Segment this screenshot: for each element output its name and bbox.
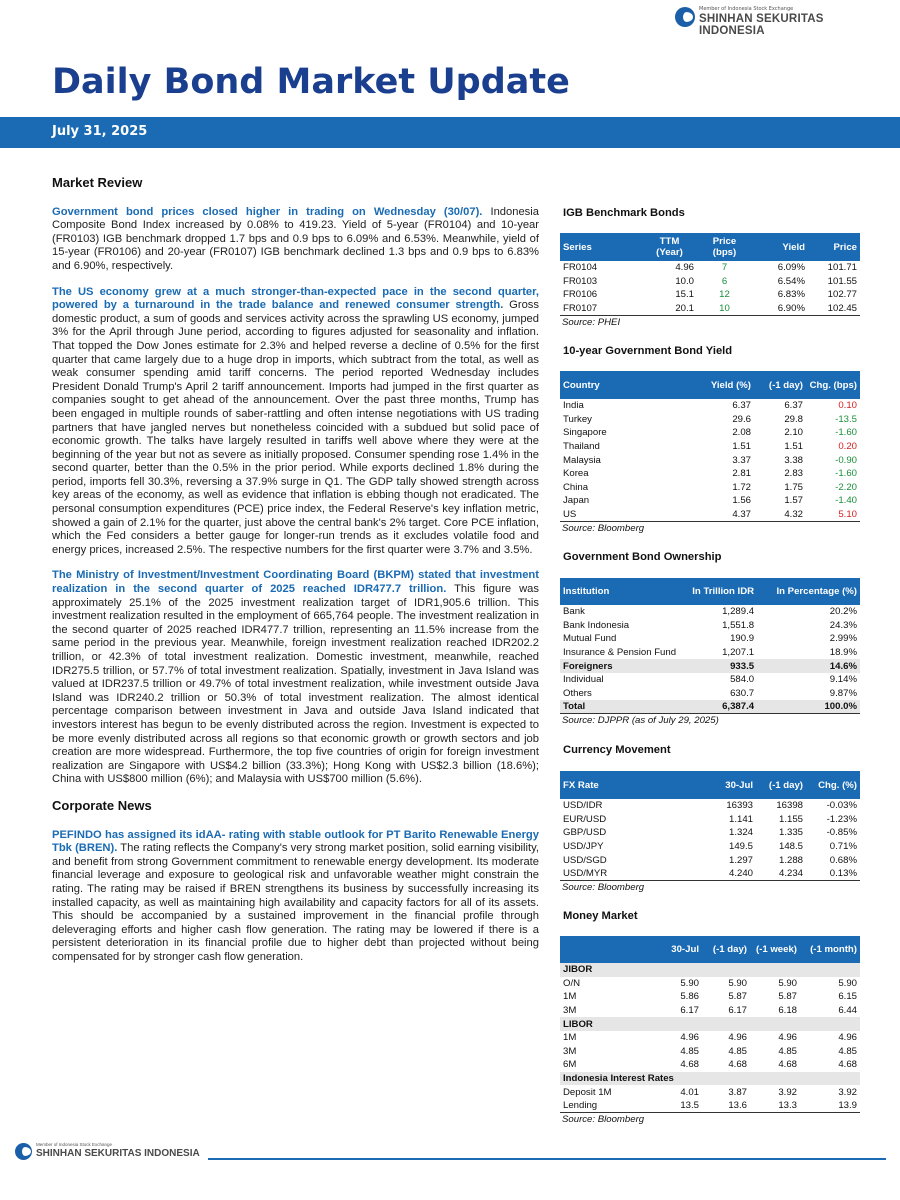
corporate-news-heading: Corporate News <box>52 797 152 813</box>
table-row <box>560 813 860 827</box>
yield10-header-country: Country <box>560 371 690 399</box>
money-table <box>560 936 860 1113</box>
table-cell: 4.85 <box>728 1045 747 1057</box>
table-cell: 5.87 <box>778 991 797 1003</box>
table-cell: 16393 <box>726 800 753 812</box>
market-review-paragraph: The Ministry of Investment/Investment Coordinating Board (BKPM) stated that investment realization in the second quarter of 2025 reached IDR477.7 trillion. This figure was approximately 25.1% of the 2025 investment realization target of IDR1,905.6 trillion. This investment realization resulted in the employment of 665,764 people. The investment realization in the second quarter of 2025 reached IDR477.7 trillion, representing an 11.5% increase from the same period in the previous year. Meanwhile, foreign investment realization reached IDR202.2 trillion, or 42.3% of total investment realization. Domestic investment, meanwhile, reached IDR275.5 trillion, or 57.7% of total investment realization. Spatially, investment in Java Island was valued at IDR237.5 trillion or 49.7% of total investment realization, while investment outside Java Island was IDR240.2 trillion or 50.3% of total investment realization. The almost identical percentage comparison between investment in Java and outside Java Island indicated that investors interest has begun to be evenly distributed across the region. Investment is expected to be more evenly distributed across all regions so that economic growth or growth sectors and job creation are more widespread. Furthermore, the top five countries of origin for foreign investment realization are Singapore with US$4.2 billion (33.3%); Hong Kong with US$2.3 billion (18.6%); China with US$800 million (6%); and Malaysia with US$700 million (5.6%). <box>52 569 540 786</box>
brand-tagline: Member of Indonesia Stock Exchange <box>699 6 794 12</box>
table-cell: Turkey <box>563 413 592 425</box>
currency-source: Source: Bloomberg <box>562 882 645 894</box>
table-cell: USD/SGD <box>563 854 607 866</box>
igb-header-price-bps: Price (bps) <box>697 233 752 261</box>
table-cell: 4.85 <box>680 1045 699 1057</box>
table-cell: 2.81 <box>732 468 751 480</box>
footer-brand-tagline: Member of Indonesia Stock Exchange <box>36 1142 113 1147</box>
table-cell: Singapore <box>563 427 607 439</box>
footer-brand-name: SHINHAN SEKURITAS INDONESIA <box>36 1148 200 1159</box>
table-row <box>560 963 860 977</box>
table-cell: 5.10 <box>806 508 860 522</box>
currency-header-chg: Chg. (%) <box>806 771 860 799</box>
table-cell: 2.99% <box>829 633 857 645</box>
igb-title: IGB Benchmark Bonds <box>563 207 685 219</box>
table-cell: 1M <box>563 1032 577 1044</box>
table-cell: 933.5 <box>679 659 757 673</box>
table-cell: 6.37 <box>784 400 803 412</box>
table-cell: 6.17 <box>680 1005 699 1017</box>
table-row <box>560 853 860 867</box>
table-cell: 5.90 <box>778 977 797 989</box>
igb-header-yield: Yield <box>752 233 808 261</box>
table-cell: 6,387.4 <box>679 700 757 714</box>
table-cell: EUR/USD <box>563 813 607 825</box>
money-header-day: (-1 day) <box>702 936 750 963</box>
table-cell: 6.37 <box>732 400 751 412</box>
table-row <box>560 1045 860 1059</box>
table-row <box>560 426 860 440</box>
table-cell: 1.75 <box>784 481 803 493</box>
table-cell: 0.68% <box>829 854 857 866</box>
igb-header-price: Price <box>808 233 860 261</box>
table-cell: 29.8 <box>784 413 803 425</box>
table-cell: 2.83 <box>784 468 803 480</box>
ownership-table <box>560 578 860 714</box>
igb-table <box>560 233 860 316</box>
table-cell: 24.3% <box>829 619 857 631</box>
table-row <box>560 990 860 1004</box>
table-row <box>560 673 860 687</box>
table-row <box>560 646 860 660</box>
table-cell: 4.68 <box>680 1059 699 1071</box>
table-row <box>560 1004 860 1018</box>
table-cell: -1.23% <box>826 813 857 825</box>
table-cell: -2.20 <box>835 481 857 493</box>
table-cell: Insurance & Pension Fund <box>563 647 677 659</box>
left-column <box>52 176 539 976</box>
table-cell: 5.90 <box>728 977 747 989</box>
table-cell: 1.288 <box>778 854 803 866</box>
igb-table-block <box>560 233 860 328</box>
table-row <box>560 1031 860 1045</box>
table-row <box>560 1085 860 1099</box>
table-row: FR0106 15.1 12 6.83% 102.77 <box>563 289 857 301</box>
yield10-header-yield: Yield (%) <box>690 371 754 399</box>
table-cell: 1M <box>563 991 577 1003</box>
footer-divider <box>208 1158 886 1160</box>
table-row <box>560 799 860 813</box>
yield10-table <box>560 371 860 522</box>
currency-header-date: 30-Jul <box>690 771 756 799</box>
table-cell: -1.40 <box>835 495 857 507</box>
table-row <box>560 413 860 427</box>
table-cell: Indonesia Interest Rates <box>560 1072 860 1086</box>
table-cell: 149.5 <box>728 841 753 853</box>
table-cell: China <box>563 481 589 493</box>
money-header-week: (-1 week) <box>750 936 800 963</box>
table-cell: Malaysia <box>563 454 601 466</box>
table-cell: 100.0% <box>757 700 860 714</box>
table-cell: JIBOR <box>560 963 860 977</box>
table-cell: 4.37 <box>690 508 754 522</box>
table-cell: 1.155 <box>778 813 803 825</box>
table-cell: 4.85 <box>778 1045 797 1057</box>
table-cell: 1,207.1 <box>722 647 755 659</box>
table-cell: 0.20 <box>838 441 857 453</box>
table-cell: 18.9% <box>829 647 857 659</box>
yield10-title: 10-year Government Bond Yield <box>563 345 733 357</box>
table-cell: 5.90 <box>838 977 857 989</box>
table-cell: 0.71% <box>829 841 857 853</box>
table-cell: 29.6 <box>732 413 751 425</box>
table-cell: USD/MYR <box>560 867 690 881</box>
table-cell: 4.234 <box>756 867 806 881</box>
ownership-header-institution: Institution <box>560 578 679 605</box>
table-cell: 1.56 <box>732 495 751 507</box>
table-cell: 1,289.4 <box>722 606 755 618</box>
table-cell: Foreigners <box>560 659 679 673</box>
corporate-news-paragraph: PEFINDO has assigned its idAA- rating with stable outlook for PT Barito Renewable Energy Tbk (BREN). The rating reflects the Company's very strong market position, solid earning visibility, and benefit from strong Government commitment to renewable energy development. Its moderate financial leverage and exposure to geological risk and unfavorable weather might constrain the rating. The rating may be raised if BREN strengthens its business by successfully increasing its installed capacity, as well as maintaining high availability and capacity factors for all of its assets. This should be accompanied by a sustained improvement in the financial profile through deleveraging efforts and higher cash flow generation. The rating may be lowered if there is a persistent deterioration in its financial profile due to higher debt than projected without being compensated for by stronger cash flow generation. <box>52 828 539 963</box>
igb-header-series: Series <box>560 233 642 261</box>
table-cell: 9.14% <box>829 674 857 686</box>
table-cell: USD/JPY <box>563 841 604 853</box>
table-row <box>560 605 860 619</box>
yield10-header-chg: Chg. (bps) <box>806 371 860 399</box>
table-cell: 1.57 <box>784 495 803 507</box>
table-cell: -13.5 <box>835 413 857 425</box>
table-cell: 3M <box>563 1005 577 1017</box>
table-cell: 1.51 <box>732 441 751 453</box>
table-row <box>560 508 860 522</box>
table-cell: US <box>560 508 690 522</box>
table-cell: -0.85% <box>826 827 857 839</box>
market-review-paragraph: Government bond prices closed higher in trading on Wednesday (30/07). Indonesia Composite Bond Index increased by 0.08% to 419.23. Yield of 5-year (FR0104) and 10-year (FR0103) IGB benchmark dropped 1.7 bps and 0.9 bps to 6.09% and 6.53%. Meanwhile, yield of 15-year (FR0106) and 20-year (FR0107) IGB benchmark declined 1.3 bps and 0.9 bps to 6.83% and 6.90%, respectively. <box>52 205 539 272</box>
table-row <box>560 700 860 714</box>
table-row <box>560 659 860 673</box>
table-cell: -0.03% <box>826 800 857 812</box>
table-cell: 3.37 <box>732 454 751 466</box>
table-cell: 1.51 <box>784 441 803 453</box>
table-cell: 0.10 <box>838 400 857 412</box>
table-row <box>560 826 860 840</box>
ownership-title: Government Bond Ownership <box>563 551 722 563</box>
table-cell: 3.92 <box>778 1086 797 1098</box>
table-cell: Japan <box>563 495 590 507</box>
brand-name: SHINHAN SEKURITAS INDONESIA <box>699 13 824 37</box>
table-cell: -0.90 <box>835 454 857 466</box>
table-cell: 4.68 <box>728 1059 747 1071</box>
table-cell: 16398 <box>776 800 803 812</box>
currency-table <box>560 771 860 881</box>
table-cell: 148.5 <box>778 841 803 853</box>
table-cell: 13.6 <box>702 1099 750 1113</box>
table-cell: 4.68 <box>778 1059 797 1071</box>
table-row <box>560 1072 860 1086</box>
yield10-table-block <box>560 371 860 534</box>
table-cell: 6.44 <box>838 1005 857 1017</box>
table-cell: 2.10 <box>784 427 803 439</box>
table-cell: 5.87 <box>728 991 747 1003</box>
market-review-heading: Market Review <box>52 175 143 190</box>
table-row <box>560 687 860 701</box>
table-cell: 4.96 <box>680 1032 699 1044</box>
table-row <box>560 977 860 991</box>
table-cell: O/N <box>563 977 581 989</box>
ownership-header-percentage: In Percentage (%) <box>757 578 860 605</box>
table-cell: 1.335 <box>778 827 803 839</box>
table-cell: Total <box>560 700 679 714</box>
table-cell: 3.38 <box>784 454 803 466</box>
table-cell: Mutual Fund <box>563 633 617 645</box>
table-cell: 1.297 <box>728 854 753 866</box>
table-cell: Korea <box>563 468 589 480</box>
table-cell: 6.17 <box>728 1005 747 1017</box>
table-cell: 1.324 <box>728 827 753 839</box>
table-cell: USD/IDR <box>563 800 603 812</box>
table-cell: 1.141 <box>728 813 753 825</box>
table-cell: -1.60 <box>835 468 857 480</box>
ownership-header-trillion: In Trillion IDR <box>679 578 757 605</box>
table-cell: 6M <box>563 1059 577 1071</box>
table-cell: 4.85 <box>838 1045 857 1057</box>
money-table-block <box>560 936 860 1125</box>
shinhan-logo-icon <box>15 1143 32 1160</box>
table-cell: 3.92 <box>838 1086 857 1098</box>
table-cell: 6.18 <box>778 1005 797 1017</box>
currency-header-prev: (-1 day) <box>756 771 806 799</box>
table-cell: 4.240 <box>690 867 756 881</box>
table-cell: Others <box>563 687 592 699</box>
table-cell: 630.7 <box>730 687 755 699</box>
table-cell: 4.01 <box>680 1086 699 1098</box>
table-cell: Bank Indonesia <box>563 619 630 631</box>
table-cell: 14.6% <box>757 659 860 673</box>
yield10-source: Source: Bloomberg <box>562 522 645 534</box>
footer-logo <box>15 1142 215 1162</box>
table-row: FR0103 10.0 6 6.54% 101.55 <box>563 275 857 287</box>
money-header-date: 30-Jul <box>652 936 702 963</box>
table-cell: 13.3 <box>750 1099 800 1113</box>
table-row <box>560 494 860 508</box>
table-cell: 0.13% <box>806 867 860 881</box>
ownership-table-block <box>560 578 860 726</box>
table-row <box>560 440 860 454</box>
table-cell: 13.5 <box>652 1099 702 1113</box>
table-cell: India <box>563 400 584 412</box>
table-row <box>560 399 860 413</box>
table-cell: 4.96 <box>728 1032 747 1044</box>
currency-title: Currency Movement <box>563 744 671 756</box>
table-cell: 2.08 <box>732 427 751 439</box>
report-title: Daily Bond Market Update <box>52 62 570 102</box>
table-cell: 5.86 <box>680 991 699 1003</box>
table-row <box>560 632 860 646</box>
table-row <box>560 1099 860 1113</box>
money-source: Source: Bloomberg <box>562 1114 645 1126</box>
money-header-blank <box>560 936 652 963</box>
table-row <box>560 867 860 881</box>
table-cell: 1,551.8 <box>722 619 755 631</box>
table-cell: 3.87 <box>728 1086 747 1098</box>
money-header-month: (-1 month) <box>800 936 860 963</box>
table-cell: 4.32 <box>754 508 806 522</box>
market-review-paragraph: The US economy grew at a much stronger-than-expected pace in the second quarter, powered by a turnaround in the trade balance and renewed consumer strength. Gross domestic product, a sum of goods and services activity across the sprawling US economy, jumped 3% for the April through June period, according to figures adjusted for seasonality and inflation. That topped the Dow Jones estimate for 2.3% and helped reverse a decline of 0.5% for the first quarter that came largely due to a huge drop in imports, which subtract from the total, as well as weak consumer spending amid tariff concerns. The period reported Wednesday includes President Donald Trump's April 2 tariff announcement. Imports had jumped in the first quarter as companies sought to get ahead of the announcement. Over the past three months, Trump has been engaged in multiple rounds of saber-rattling and often intense negotiations with US trading partners that have jangled nerves but nonetheless coincided with a subdued but solid pace of economic growth. The talks have largely resulted in tariffs well above where they were at the beginning of the year but not as severe as initially proposed. Consumer spending rose 1.4% in the second quarter, better than the 0.5% in the prior period. While exports declined 1.8% during the period, imports fell 30.3%, reversing a 37.9% surge in Q1. The GDP tally showed strength across key areas of the economy, as well as evidence that inflation is ebbing though not eradicated. The personal consumption expenditures (PCE) price index, the Federal Reserve's key inflation metric, showed a gain of 2.1% for the quarter, just above the central bank's 2% target. Core PCE inflation, which the Fed considers a better gauge for longer-run trends as it excludes volatile food and energy prices, increased 2.5%. The respective numbers for the first quarter were 3.7% and 3.5%. <box>52 285 539 556</box>
ownership-source: Source: DJPPR (as of July 29, 2025) <box>562 715 719 727</box>
shinhan-logo-icon <box>675 7 695 27</box>
table-cell: 5.90 <box>680 977 699 989</box>
table-cell: 584.0 <box>730 674 755 686</box>
table-cell: 3M <box>563 1045 577 1057</box>
table-cell: 9.87% <box>829 687 857 699</box>
money-title: Money Market <box>563 910 638 922</box>
table-row <box>560 481 860 495</box>
table-cell: 6.15 <box>838 991 857 1003</box>
table-cell: Deposit 1M <box>563 1086 612 1098</box>
report-date: July 31, 2025 <box>52 124 148 139</box>
table-cell: LIBOR <box>560 1017 860 1031</box>
table-row <box>560 467 860 481</box>
table-cell: 4.96 <box>778 1032 797 1044</box>
table-row <box>560 840 860 854</box>
date-band <box>0 117 900 148</box>
table-cell: 4.68 <box>838 1059 857 1071</box>
table-cell: GBP/USD <box>563 827 607 839</box>
currency-header-fx: FX Rate <box>560 771 690 799</box>
table-cell: -1.60 <box>835 427 857 439</box>
currency-table-block <box>560 771 860 893</box>
table-row <box>560 1058 860 1072</box>
table-row <box>560 619 860 633</box>
brand-logo <box>675 5 890 37</box>
header <box>0 0 900 118</box>
table-row: FR0104 4.96 7 6.09% 101.71 <box>563 262 857 274</box>
table-cell: 1.72 <box>732 481 751 493</box>
table-cell: Lending <box>560 1099 652 1113</box>
yield10-header-prev: (-1 day) <box>754 371 806 399</box>
table-cell: 4.96 <box>838 1032 857 1044</box>
table-cell: 190.9 <box>730 633 755 645</box>
table-row: FR0107 20.1 10 6.90% 102.45 <box>560 302 860 316</box>
igb-header-ttm: TTM (Year) <box>642 233 697 261</box>
table-row <box>560 1017 860 1031</box>
igb-source: Source: PHEI <box>562 316 621 328</box>
table-cell: Individual <box>563 674 604 686</box>
table-cell: Bank <box>563 606 585 618</box>
table-cell: 20.2% <box>829 606 857 618</box>
table-cell: Thailand <box>563 441 600 453</box>
table-cell: 13.9 <box>800 1099 860 1113</box>
table-row <box>560 453 860 467</box>
